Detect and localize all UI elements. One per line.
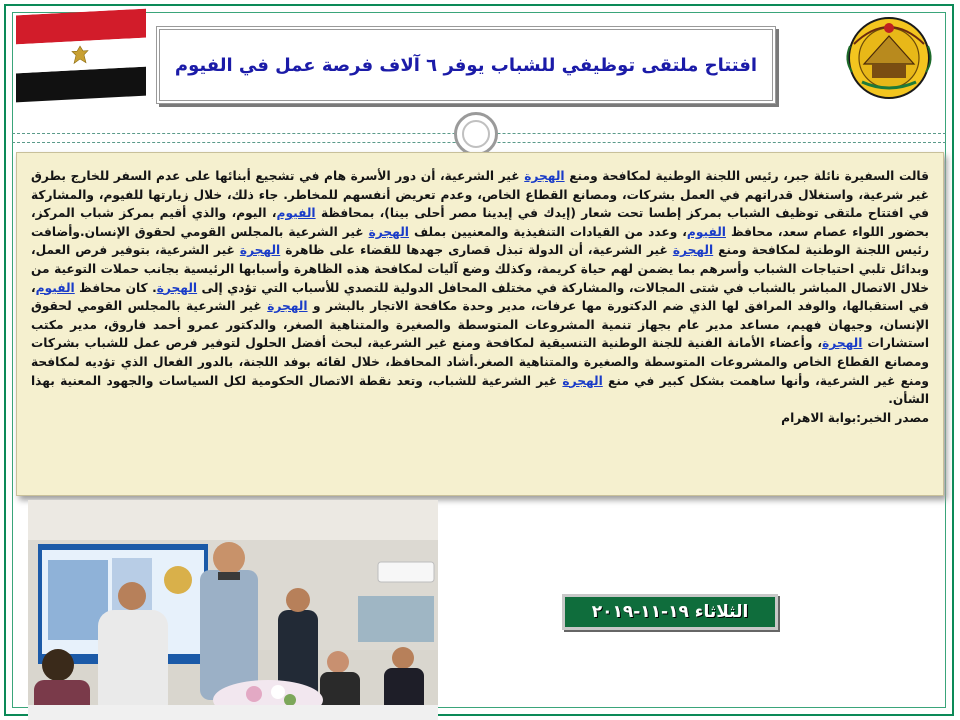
article-text: غير الشرعية للشباب، وتعد نقطة الاتصال الحكومية لكل السياسات والجهود المعنية بهذا الشأن.	[31, 373, 929, 407]
article-text: قالت السفيرة نائلة جبر، رئيس اللجنة الوطنية لمكافحة ومنع	[564, 169, 929, 183]
article-text: غير الشرعية، أن دور الأسرة هام في تشجيع أبنائها على عدم السفر للخارج بطرق غير شرعية، واستغلال قدراتهم في العمل بشركات، ومصانع القطاع الخاص، وعدم تعريض أنفسهم للمخاطر. جاء ذلك، خلال زيارتها للفيوم، والمشاركة في افتتاح ملتقى توظيف الشباب بمركز إطسا تحت شعار (إيدك في إيدينا مصر أحلى بينا)، بمحافظة	[31, 169, 930, 221]
article-text: ، اليوم، والذي أقيم بمركز شباب المركز، بحضور اللواء عصام سعد، محافظ	[31, 206, 929, 239]
article-text: غير الشرعية بالمجلس القومي لحقوق الإنسان.وأضافت رئيس اللجنة الوطنية لمكافحة ومنع	[31, 224, 929, 258]
keyword-link[interactable]: الفيوم	[276, 206, 316, 221]
keyword-link[interactable]: الهجرة	[672, 243, 714, 258]
title-box	[156, 26, 776, 104]
keyword-link[interactable]: الهجرة	[267, 299, 308, 314]
article-text: غير الشرعية بالمجلس القومي لحقوق الإنسان، وجيهان فهيم، مساعد مدير عام بجهاز تنمية المشروعات المتوسطة والصغيرة والمتناهية الصغر، والدكتور عمرو أحمد فاروق، مدير مكتب استشارات	[31, 299, 929, 351]
news-source: مصدر الخبر:بوابة الاهرام	[781, 410, 929, 425]
keyword-link[interactable]: الهجرة	[156, 280, 198, 295]
keyword-link[interactable]: الهجرة	[239, 243, 281, 258]
keyword-link[interactable]: الهجرة	[524, 169, 565, 183]
keyword-link[interactable]: الهجرة	[822, 336, 863, 351]
keyword-link[interactable]: الهجرة	[368, 224, 409, 239]
article-text: ، في استقبالها، والوفد المرافق لها الذي ضم الدكتورة مها عرفات، مدير وحدة مكافحة الاتجار بالبشر و	[31, 280, 929, 314]
keyword-link[interactable]: الهجرة	[562, 373, 603, 388]
date-text: الثلاثاء ١٩-١١-٢٠١٩	[591, 602, 749, 622]
fayoum-governorate-logo	[834, 12, 944, 102]
article-box	[16, 152, 944, 496]
article-body	[31, 167, 929, 409]
article-text: غير الشرعية، بتوفير فرص العمل، وبدائل تلبي احتياجات الشباب وأسرهم بما يضمن لهم حياة كريمة، وكذلك وضع آليات لمكافحة هذه الظاهرة وأسبابها الرئيسية بجانب حملات التوعية من خلال الاتصال المباشر بالشباب في شتى المجالات، والمشاركة في مختلف المحافل الدولية للتصدي للأسباب التي تؤدي إلى	[31, 243, 929, 295]
article-text: غير الشرعية، أن الدولة تبذل قصارى جهدها للقضاء على ظاهرة	[280, 243, 673, 258]
event-photo	[28, 500, 438, 720]
article-text: ، وأعضاء الأمانة الفنية للجنة الوطنية التنسيقية لمكافحة ومنع غير الشرعية، لبحث أفضل الحلول لتوفير فرص عمل للشباب بشركات ومصانع القطاع الخاص والمشروعات المتوسطة والصغيرة والمتناهية الصغر.أشاد المحافظ، خلال لقائه بوفد اللجنة، بالدور الفعال الذي تؤديه لمكافحة ومنع غير الشرعية، وأنها ساهمت بشكل كبير في منع	[31, 336, 929, 388]
egypt-flag-icon	[16, 9, 146, 104]
keyword-link[interactable]: الفيوم	[686, 224, 726, 239]
centre-ornament	[454, 112, 498, 156]
article-text: . كان محافظ	[74, 280, 157, 295]
date-badge	[562, 594, 778, 630]
keyword-link[interactable]: الفيوم	[35, 280, 75, 295]
page-title: افتتاح ملتقى توظيفي للشباب يوفر ٦ آلاف فرصة عمل في الفيوم	[174, 54, 758, 76]
article-text: ، وعدد من القيادات التنفيذية والمعنيين بملف	[408, 224, 687, 239]
